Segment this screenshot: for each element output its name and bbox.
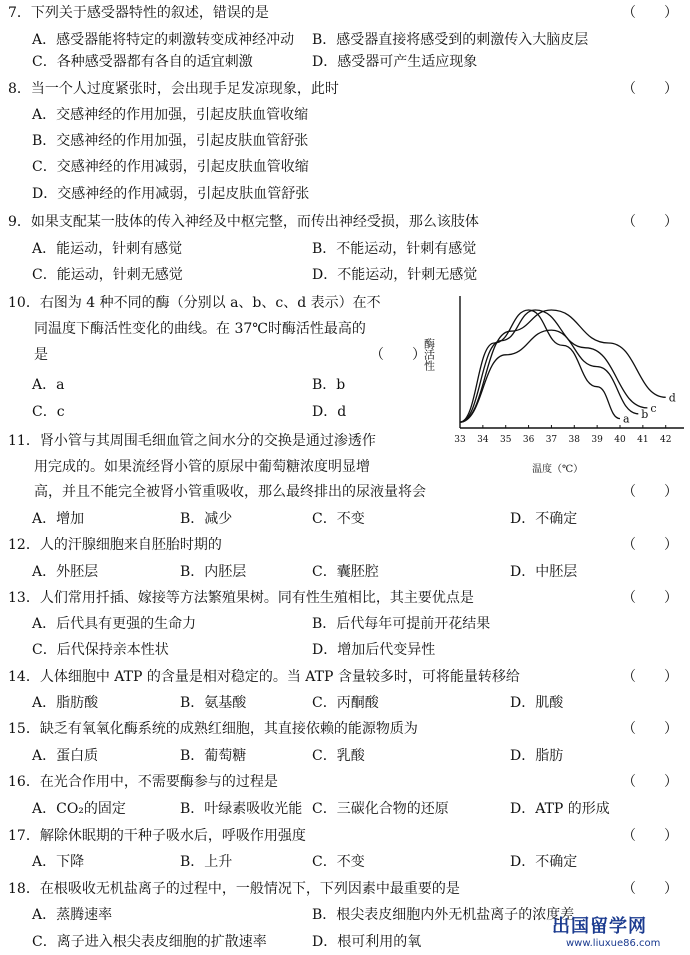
option-c: C．各种感受器都有各自的适宜刺激 [32,54,253,70]
option-c: C．离子进入根尖表皮细胞的扩散速率 [32,934,267,950]
question-11-stem-line2: 用完成的。如果流经肾小管的原尿中葡萄糖浓度明显增 [34,459,370,475]
x-axis-label: 温度（℃） [532,464,584,475]
option-d: D．交感神经的作用减弱，引起皮肤血管舒张 [32,186,310,202]
option-a: A．交感神经的作用加强，引起皮肤血管收缩 [32,107,309,123]
x-tick-label: 34 [477,435,489,445]
option-c: C．不变 [312,854,365,870]
option-c: C．能运动，针刺无感觉 [32,267,183,283]
option-d: D．中胚层 [510,564,578,580]
option-b: B．氨基酸 [180,695,247,711]
watermark-url: www.liuxue86.com [566,938,661,949]
option-b: B．上升 [180,854,233,870]
option-d: D．不能运动，针刺无感觉 [312,267,478,283]
answer-paren: （ ） [622,774,678,790]
option-c: C．乳酸 [312,748,365,764]
option-c: C．囊胚腔 [312,564,379,580]
option-d: D．ATP 的形成 [510,801,610,817]
y-axis-label: 酶活性 [422,338,436,371]
option-c: C．交感神经的作用减弱，引起皮肤血管收缩 [32,159,309,175]
x-tick-label: 39 [591,435,603,445]
curve-label-c: c [650,401,657,415]
x-tick-label: 42 [659,435,672,445]
option-c: C．三碳化合物的还原 [312,801,449,817]
curve-label-a: a [623,412,630,426]
question-10-stem-line2: 同温度下酶活性变化的曲线。在 37℃时酶活性最高的 [34,321,366,337]
x-tick-label: 38 [568,435,581,445]
question-12-stem: 12．人的汗腺细胞来自胚胎时期的 [8,537,222,553]
x-tick-label: 41 [637,435,649,445]
option-a: A．增加 [32,511,85,527]
option-d: D．不确定 [510,854,578,870]
answer-paren: （ ） [622,881,678,897]
option-c: C．不变 [312,511,365,527]
option-d: D．脂肪 [510,748,564,764]
option-c: C．后代保持亲本性状 [32,642,169,658]
option-b: B．感受器直接将感受到的刺激传入大脑皮层 [312,32,589,48]
option-b: B．不能运动，针刺有感觉 [312,241,477,257]
answer-paren: （ ） [622,484,678,500]
answer-paren: （ ） [622,828,678,844]
option-b: B．叶绿素吸收光能 [180,801,303,817]
question-14-stem: 14．人体细胞中 ATP 的含量是相对稳定的。当 ATP 含量较多时，可将能量转移给 [8,669,520,685]
option-d: D．根可利用的氧 [312,934,422,950]
watermark-logo-text: 出国留学网 [552,916,647,937]
option-a: A．蛋白质 [32,748,99,764]
question-11-stem-line1: 11．肾小管与其周围毛细血管之间水分的交换是通过渗透作 [8,433,376,449]
option-a: A．后代具有更强的生命力 [32,616,197,632]
option-a: A．蒸腾速率 [32,907,113,923]
option-a: A．能运动，针刺有感觉 [32,241,183,257]
option-d: D．增加后代变异性 [312,642,436,658]
option-c: C．c [32,404,65,420]
option-b: B．根尖表皮细胞内外无机盐离子的浓度差 [312,907,575,923]
option-a: A．a [32,377,65,393]
option-b: B．葡萄糖 [180,748,247,764]
option-b: B．后代每年可提前开花结果 [312,616,491,632]
x-tick-label: 35 [499,435,512,445]
x-tick-label: 36 [522,435,535,445]
option-a: A．脂肪酸 [32,695,99,711]
question-10-stem-line3: 是 [34,347,48,363]
curve-b [460,330,638,422]
question-11-stem-line3: 高，并且不能完全被肾小管重吸收，那么最终排出的尿液量将会 [34,484,426,500]
option-a: A．下降 [32,854,85,870]
curve-label-b: b [641,407,649,421]
option-b: B．交感神经的作用加强，引起皮肤血管舒张 [32,133,309,149]
answer-paren: （ ） [622,669,678,685]
enzyme-activity-chart [422,288,690,480]
option-b: B．b [312,377,346,393]
option-d: D．不确定 [510,511,578,527]
answer-paren: （ ） [370,347,426,363]
question-16-stem: 16．在光合作用中，不需要酶参与的过程是 [8,774,278,790]
question-15-stem: 15．缺乏有氧氧化酶系统的成熟红细胞，其直接依赖的能源物质为 [8,721,418,737]
option-a: A．感受器能将特定的刺激转变成神经冲动 [32,32,295,48]
option-c: C．丙酮酸 [312,695,379,711]
question-9-stem: 9．如果支配某一肢体的传入神经及中枢完整，而传出神经受损，那么该肢体 [8,214,479,230]
option-b: B．减少 [180,511,233,527]
answer-paren: （ ） [622,590,678,606]
option-d: D．肌酸 [510,695,564,711]
question-17-stem: 17．解除休眠期的干种子吸水后，呼吸作用强度 [8,828,306,844]
option-a: A．CO₂的固定 [32,801,126,817]
curve-d [460,310,666,422]
option-d: D．d [312,404,347,420]
answer-paren: （ ） [622,214,678,230]
answer-paren: （ ） [622,5,678,21]
answer-paren: （ ） [622,721,678,737]
question-10-stem-line1: 10．右图为 4 种不同的酶（分别以 a、b、c、d 表示）在不 [8,295,381,311]
question-13-stem: 13．人们常用扦插、嫁接等方法繁殖果树。同有性生殖相比，其主要优点是 [8,590,474,606]
option-b: B．内胚层 [180,564,247,580]
x-tick-label: 37 [545,435,558,445]
answer-paren: （ ） [622,537,678,553]
option-d: D．感受器可产生适应现象 [312,54,478,70]
question-18-stem: 18．在根吸收无机盐离子的过程中，一般情况下，下列因素中最重要的是 [8,881,460,897]
x-tick-label: 33 [454,435,466,445]
question-7-stem: 7．下列关于感受器特性的叙述，错误的是 [8,5,269,21]
site-watermark [552,916,688,954]
x-tick-label: 40 [614,435,626,445]
curve-label-d: d [668,391,676,405]
question-8-stem: 8．当一个人过度紧张时，会出现手足发凉现象，此时 [8,81,339,97]
option-a: A．外胚层 [32,564,99,580]
answer-paren: （ ） [622,81,678,97]
